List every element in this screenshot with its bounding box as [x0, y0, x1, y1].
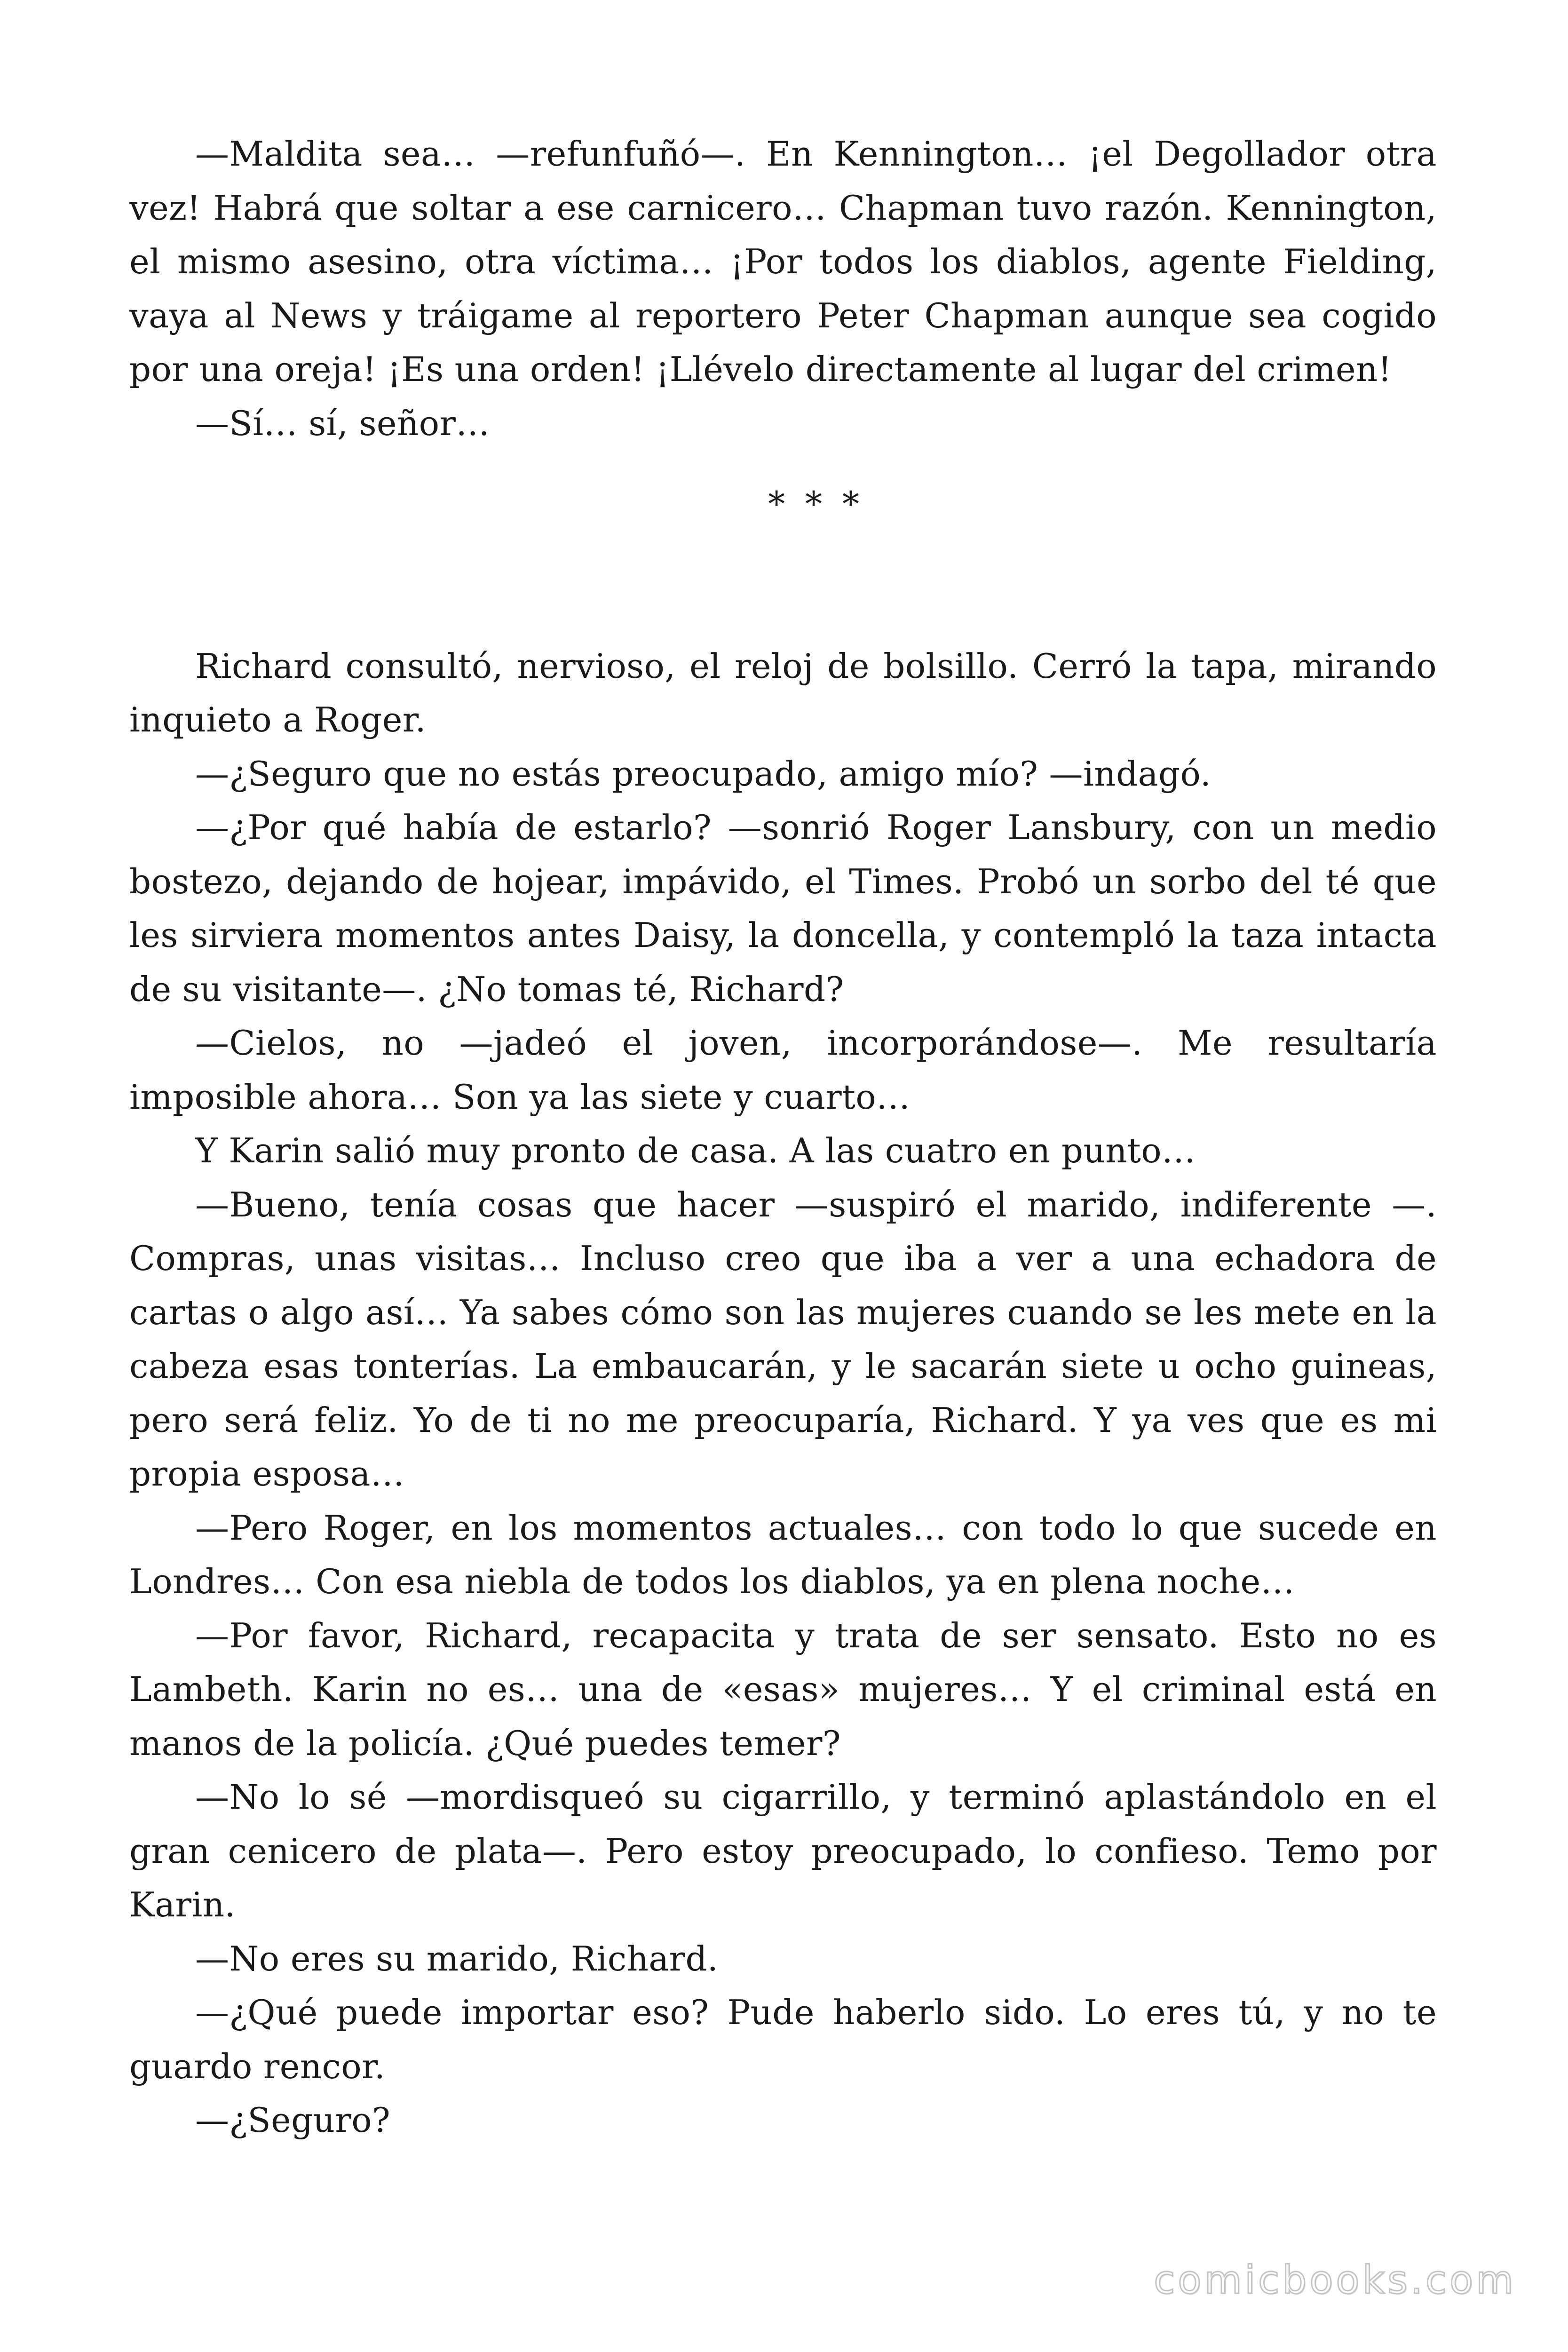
- paragraph: —Bueno, tenía cosas que hacer —suspiró el marido, indiferente —. Compras, unas visitas… Incluso creo que iba a ver a una echadora de cartas o algo así… Ya sabes cómo son las mujeres cuando se les mete en la cabeza esas tonterías. La embaucarán, y le sacarán siete u ocho guineas, pero será feliz. Yo de ti no me preocuparía, Richard. Y ya ves que es mi propia esposa…: [129, 1184, 1437, 1494]
- paragraph: —Cielos, no —jadeó el joven, incorporándose—. Me resultaría imposible ahora… Son ya las siete y cuarto…: [129, 1023, 1437, 1117]
- paragraph: Y Karin salió muy pronto de casa. A las cuatro en punto…: [195, 1131, 1196, 1170]
- paragraph: —¿Seguro que no estás preocupado, amigo mío? —indagó.: [195, 754, 1212, 794]
- paragraph: —Pero Roger, en los momentos actuales… con todo lo que sucede en Londres… Con esa niebla de todos los diablos, ya en plena noche…: [129, 1508, 1437, 1601]
- book-page: [129, 127, 1437, 2147]
- paragraph: —Por favor, Richard, recapacita y trata de ser sensato. Esto no es Lambeth. Karin no es… una de «esas» mujeres… Y el criminal está en manos de la policía. ¿Qué puedes temer?: [129, 1615, 1437, 1763]
- text-section-1: [129, 127, 1437, 450]
- paragraph: —¿Qué puede importar eso? Pude haberlo sido. Lo eres tú, y no te guardo rencor.: [129, 1993, 1437, 2086]
- paragraph: —Maldita sea… —refunfuñó—. En Kennington… ¡el Degollador otra vez! Habrá que soltar a ese carnicero… Chapman tuvo razón. Kennington, el mismo asesino, otra víctima… ¡Por todos los diablos, agente Fielding, vaya al News y tráigame al reportero Peter Chapman aunque sea cogido por una oreja! ¡Es una orden! ¡Llévelo directamente al lugar del crimen!: [129, 134, 1437, 389]
- paragraph: —¿Por qué había de estarlo? —sonrió Roger Lansbury, con un medio bostezo, dejando de hojear, impávido, el Times. Probó un sorbo del té que les sirviera momentos antes Daisy, la doncella, y contempló la taza intacta de su visitante—. ¿No tomas té, Richard?: [129, 808, 1437, 1009]
- text-section-2: [129, 639, 1437, 2147]
- paragraph: —No eres su marido, Richard.: [195, 1939, 719, 1979]
- paragraph: —Sí… sí, señor…: [195, 403, 490, 443]
- paragraph: —No lo sé —mordisqueó su cigarrillo, y terminó aplastándolo en el gran cenicero de plata—. Pero estoy preocupado, lo confieso. Temo por Karin.: [129, 1777, 1437, 1924]
- scene-break: * * *: [768, 484, 864, 524]
- paragraph: Richard consultó, nervioso, el reloj de bolsillo. Cerró la tapa, mirando inquieto a Roger.: [129, 646, 1437, 739]
- watermark: comicbooks.com: [1154, 2258, 1516, 2303]
- paragraph: —¿Seguro?: [195, 2100, 390, 2140]
